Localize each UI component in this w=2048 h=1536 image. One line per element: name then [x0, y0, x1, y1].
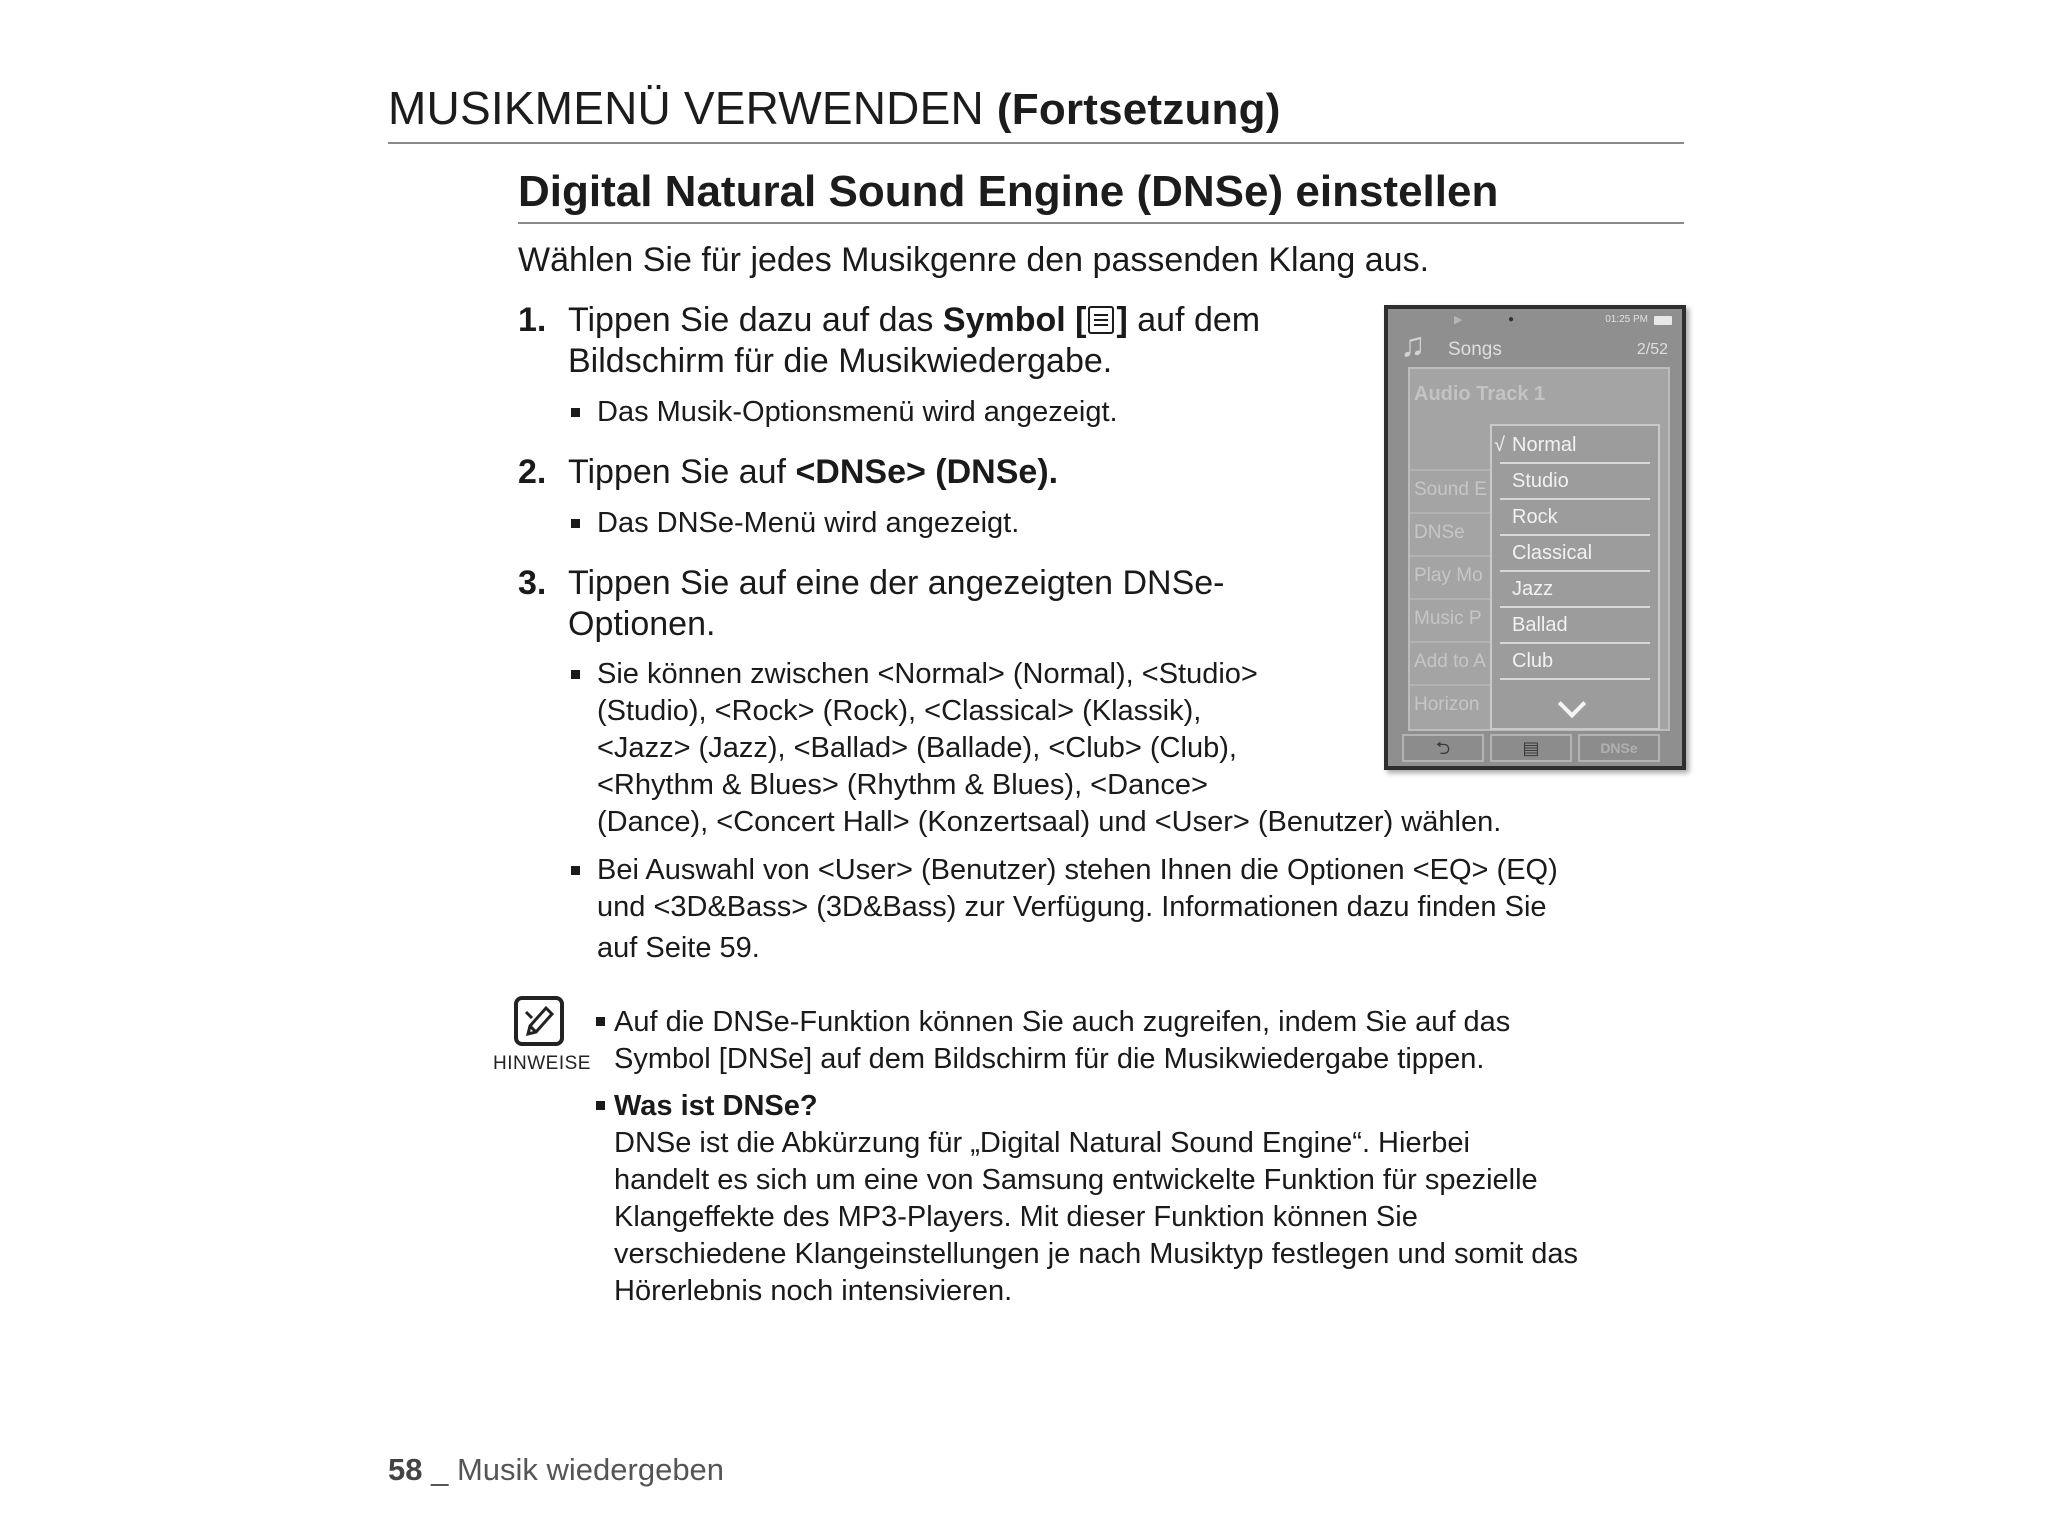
menu-icon: ▤	[1522, 738, 1540, 758]
dnse-dropdown	[1490, 424, 1660, 730]
back-button[interactable]	[1402, 734, 1484, 762]
dnse-option-jazz[interactable]: Jazz	[1500, 572, 1650, 608]
menu-item-music-play[interactable]: Music P	[1410, 598, 1490, 640]
step-2-bullet: Das DNSe-Menü wird angezeigt.	[597, 505, 1019, 542]
step-1-bullet: Das Musik-Optionsmenü wird angezeigt.	[597, 394, 1118, 431]
bullet-square	[571, 519, 580, 528]
page-footer	[388, 1452, 724, 1488]
step-1-post: auf dem	[1127, 301, 1261, 339]
dnse-option-ballad[interactable]: Ballad	[1500, 608, 1650, 644]
step-1-line-2: Bildschirm für die Musikwiedergabe.	[568, 342, 1113, 380]
step-3-bullet-user: Bei Auswahl von <User> (Benutzer) stehen Ihnen die Optionen <EQ> (EQ) und <3D&Bass> (3D&Bass) zur Verfügung. Informationen dazu finden Sie auf Seite 59.	[597, 852, 1558, 967]
step-1-text	[568, 300, 1260, 341]
dnse-option-classical[interactable]: Classical	[1500, 536, 1650, 572]
music-note-icon: ♫	[1400, 326, 1426, 364]
step-3-number: 3.	[518, 564, 547, 602]
back-icon: ⮌	[1435, 738, 1451, 758]
footer-section: _ Musik wiedergeben	[422, 1452, 725, 1487]
section-intro: Wählen Sie für jedes Musikgenre den passenden Klang aus.	[518, 241, 1430, 279]
bullet-square	[571, 408, 580, 417]
step-3-line-2: Optionen.	[568, 605, 716, 643]
note-label: HINWEISE	[493, 1053, 591, 1074]
dnse-option-rock[interactable]: Rock	[1500, 500, 1650, 536]
device-screenshot	[1384, 305, 1686, 770]
dnse-option-normal[interactable]: √ Normal	[1500, 428, 1650, 464]
menu-button[interactable]	[1490, 734, 1572, 762]
play-status-icon: ▶	[1454, 314, 1463, 326]
bullet-square	[571, 866, 580, 875]
menu-item-add-to[interactable]: Add to A	[1410, 641, 1490, 683]
songs-label: Songs	[1448, 339, 1502, 360]
note-bullet-1: Auf die DNSe-Funktion können Sie auch zugreifen, indem Sie auf das Symbol [DNSe] auf dem Bildschirm für die Musikwiedergabe tippen.	[614, 1004, 1510, 1078]
step-1-bold-end: ]	[1116, 301, 1128, 339]
bullet-square	[571, 670, 580, 679]
page-title	[388, 78, 1684, 144]
note-bullet-2-title: Was ist DNSe?	[614, 1090, 818, 1122]
page-title-main: MUSIKMENÜ VERWENDEN	[388, 82, 984, 134]
scroll-down-chevron-icon[interactable]	[1558, 690, 1586, 718]
note-pencil-icon	[514, 996, 564, 1046]
bluetooth-icon: ●	[1508, 314, 1515, 325]
check-icon: √	[1494, 434, 1505, 456]
battery-icon	[1654, 316, 1672, 325]
device-status-bar	[1388, 313, 1682, 327]
step-1-number: 1.	[518, 301, 547, 339]
step-3-line-1: Tippen Sie auf eine der angezeigten DNSe-	[568, 564, 1225, 602]
step-2-number: 2.	[518, 453, 547, 491]
dnse-option-studio[interactable]: Studio	[1500, 464, 1650, 500]
menu-item-horizontal[interactable]: Horizon	[1410, 684, 1490, 726]
bullet-square	[596, 1101, 605, 1110]
device-clock: 01:25 PM	[1605, 314, 1648, 325]
page-number: 58	[388, 1452, 423, 1487]
page-title-continued: (Fortsetzung)	[996, 85, 1281, 134]
menu-symbol-icon	[1088, 306, 1114, 334]
menu-item-play-mode[interactable]: Play Mo	[1410, 555, 1490, 597]
step-2-text: Tippen Sie auf <DNSe> (DNSe).	[568, 453, 1059, 491]
track-count: 2/52	[1636, 341, 1668, 358]
dnse-button[interactable]: DNSe	[1578, 734, 1660, 762]
section-title: Digital Natural Sound Engine (DNSe) einstellen	[518, 164, 1684, 224]
step-3-bullet-options: Sie können zwischen <Normal> (Normal), <Studio> (Studio), <Rock> (Rock), <Classical> (Klassik), <Jazz> (Jazz), <Ballad> (Ballade), <Club> (Club), <Rhythm & Blues> (Rhythm & Blues), <Dance> (Dance), <Concert Hall> (Konzertsaal) und <User> (Benutzer) wählen.	[597, 656, 1501, 841]
bullet-square	[596, 1017, 605, 1026]
step-1-bold: Symbol [	[942, 301, 1087, 339]
step-2-bold: <DNSe> (DNSe).	[795, 453, 1059, 491]
dnse-option-club[interactable]: Club	[1500, 644, 1650, 680]
menu-item-sound-effect[interactable]: Sound E	[1410, 469, 1490, 511]
track-title: Audio Track 1	[1414, 383, 1546, 405]
note-bullet-2: Was ist DNSe? DNSe ist die Abkürzung für „Digital Natural Sound Engine“. Hierbei handelt es sich um eine von Samsung entwickelte Funktion für spezielle Klangeffekte des MP3-Players. Mit dieser Funktion können Sie verschiedene Klangeinstellungen je nach Musiktyp festlegen und somit das Hörerlebnis noch intensivieren.	[614, 1088, 1578, 1310]
device-bottom-bar	[1402, 734, 1668, 764]
step-1-pre: Tippen Sie dazu auf das	[568, 301, 943, 339]
menu-item-dnse[interactable]: DNSe	[1410, 512, 1490, 554]
